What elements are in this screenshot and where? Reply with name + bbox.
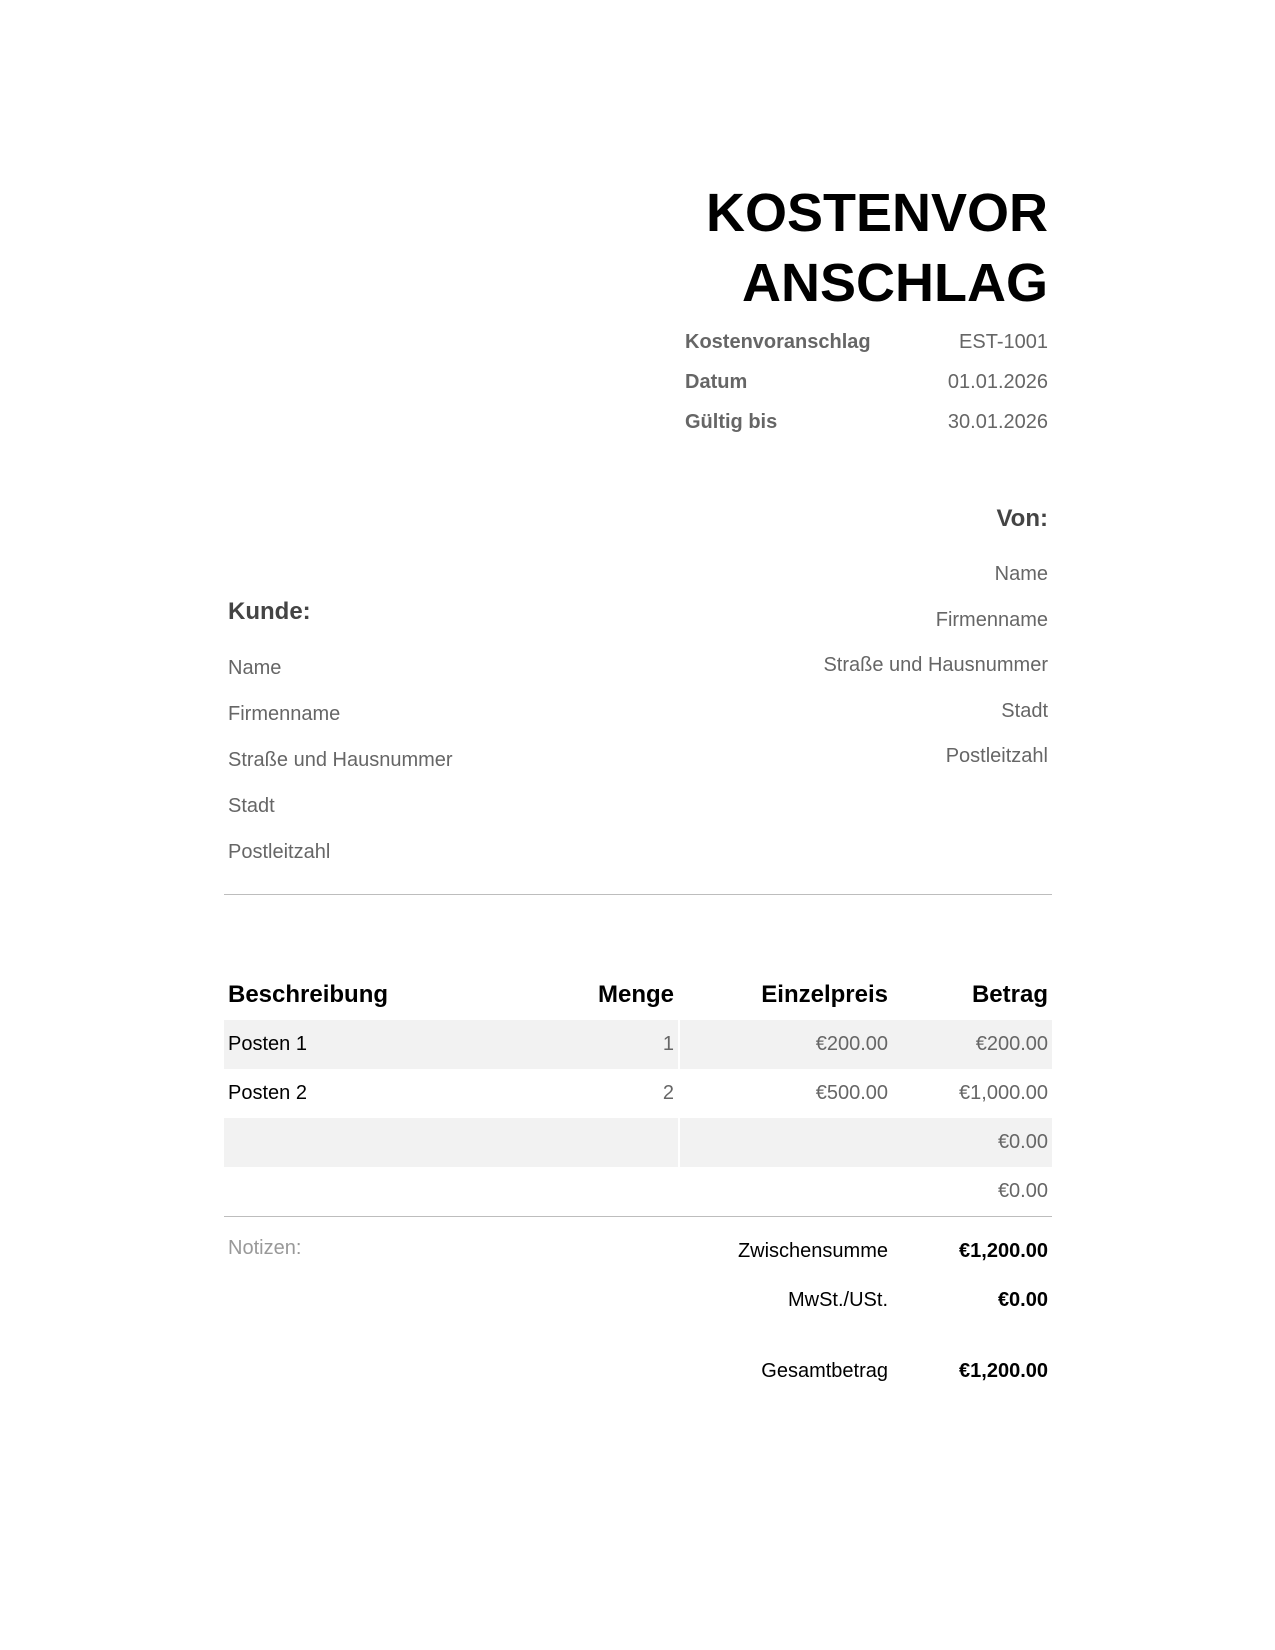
header-quantity: Menge [597,981,674,1008]
header-amount: Betrag [971,981,1048,1008]
client-postal-code: Postleitzahl [228,841,331,863]
subtotal-label: Zwischensumme [737,1239,888,1262]
meta-row-valid-until [685,402,1048,442]
meta-value: 01.01.2026 [947,370,1048,393]
header-unit-price: Einzelpreis [761,981,888,1008]
row-quantity: 1 [580,1020,678,1069]
table-row [224,1069,1052,1118]
client-name: Name [228,657,282,679]
row-unit-price: €200.00 [680,1020,892,1069]
meta-row-estimate-number [685,322,1048,362]
table-bottom-divider [224,1216,1052,1217]
table-row [224,1020,1052,1069]
total-row [680,1356,1048,1386]
notes-label: Notizen: [228,1237,302,1259]
from-street: Straße und Hausnummer [823,654,1048,676]
client-city: Stadt [228,795,275,817]
tax-row [680,1285,1048,1315]
total-label: Gesamtbetrag [761,1359,888,1382]
row-amount: €0.00 [997,1180,1048,1202]
row-description: Posten 1 [228,1033,307,1055]
client-street: Straße und Hausnummer [228,749,453,771]
table-header [224,970,1052,1020]
from-name: Name [994,563,1048,585]
from-heading: Von: [996,505,1048,532]
row-quantity: 2 [662,1082,674,1104]
from-city: Stadt [1001,699,1048,722]
client-company: Firmenname [228,703,341,725]
items-table [224,970,1052,1216]
table-row [224,1118,1052,1167]
row-description: Posten 2 [228,1082,307,1104]
row-unit-price [680,1167,892,1216]
row-amount: €200.00 [892,1020,1052,1069]
meta-value: 30.01.2026 [947,410,1048,433]
header-description: Beschreibung [228,981,389,1008]
meta-label: Datum [685,370,748,393]
meta-label: Kostenvoranschlag [685,330,871,353]
row-unit-price: €500.00 [815,1082,888,1104]
document-title-line-2: ANSCHLAG [742,253,1048,313]
row-quantity [580,1167,678,1216]
section-divider [224,894,1052,895]
client-heading: Kunde: [228,598,311,625]
row-amount: €1,000.00 [959,1082,1048,1104]
row-amount: €0.00 [892,1118,1052,1167]
document-title [628,178,1048,318]
document-title-line-1: KOSTENVOR [705,183,1048,243]
meta-value: EST-1001 [959,330,1048,353]
row-unit-price [680,1118,892,1167]
from-postal-code: Postleitzahl [945,745,1048,767]
tax-value: €0.00 [997,1288,1048,1311]
meta-row-date [685,362,1048,402]
row-quantity [580,1118,678,1167]
subtotal-row [680,1236,1048,1266]
meta-label: Gültig bis [685,410,778,433]
from-address [823,552,1048,780]
total-value: €1,200.00 [959,1359,1048,1382]
table-row [224,1167,1052,1216]
tax-label: MwSt./USt. [787,1288,888,1311]
subtotal-value: €1,200.00 [959,1239,1048,1262]
client-address [228,645,453,875]
from-company: Firmenname [935,608,1048,631]
